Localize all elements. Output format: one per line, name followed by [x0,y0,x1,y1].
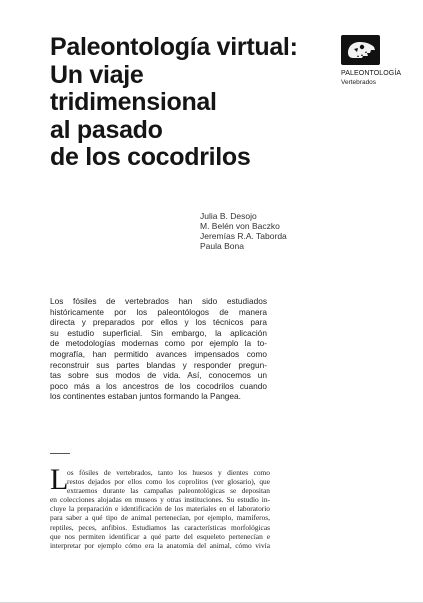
author-name: Paula Bona [200,241,244,251]
title-line: al pasado [50,115,163,144]
title-line: Paleontología virtual: [50,33,298,61]
abstract [50,296,267,402]
body-line: para saber a qué tipo de animal pertenecían, por ejemplo, mamíferos, [50,513,270,523]
abstract-line: los continentes estaban juntos formando la Pangea. [50,391,241,402]
body-line: interpretar por ejemplo cómo era la anatomía del animal, cómo vivía [50,540,270,550]
section-label: PALEONTOLOGÍA [341,70,402,77]
abstract-line: su estudio superficial. Sin embargo, la aplicación [50,327,267,338]
abstract-line: poco más a los ancestros de los cocodrilos cuando [50,380,267,391]
author-name: Julia B. Desojo [200,211,257,221]
abstract-line: Los fósiles de vertebrados han sido estudiados [50,296,267,306]
body-line: en colecciones alojadas en museos y otras instituciones. Su estudio in- [50,495,270,505]
article-title [50,34,330,172]
body-line: cluye la preparación e identificación de los materiales en el laboratorio [50,504,270,514]
abstract-line: directa y preparados por ellos y los técnicos para [50,317,267,328]
drop-cap: L [50,463,69,496]
body-line: que nos permiten identificar a qué parte del esqueleto pertenecían e [50,531,270,541]
abstract-line: de metodologías modernas como por ejemplo la to- [50,338,267,349]
abstract-line: mografía, han permitido avances impensados como [50,348,267,359]
body-line: reptiles, peces, anfibios. Estudiamos las características morfológicas [50,522,270,532]
dinosaur-skull-icon [341,35,380,65]
abstract-line: tas sobre sus modos de vida. Así, conocemos un [50,370,267,381]
author-list [200,211,287,251]
author-name: M. Belén von Baczko [200,221,280,231]
section-divider [50,453,70,454]
title-line: tridimensional [50,88,217,116]
body-text [50,463,270,550]
body-line: extraemos durante las campañas paleontológicas se depositan [67,486,270,496]
abstract-line: históricamente por los paleontólogos de manera [50,306,267,317]
body-line: restos dejados por ellos como los coprolitos (ver glosario), que [67,477,270,487]
title-line: de los cocodrilos [50,143,251,171]
abstract-line: reconstruir sus partes blandas y responder pregun- [50,359,267,370]
body-line: os fósiles de vertebrados, tanto los huesos y dientes como [67,468,270,477]
author-name: Jeremías R.A. Taborda [200,231,287,241]
title-line: Un viaje [50,60,144,89]
section-sublabel: Vertebrados [341,79,377,86]
